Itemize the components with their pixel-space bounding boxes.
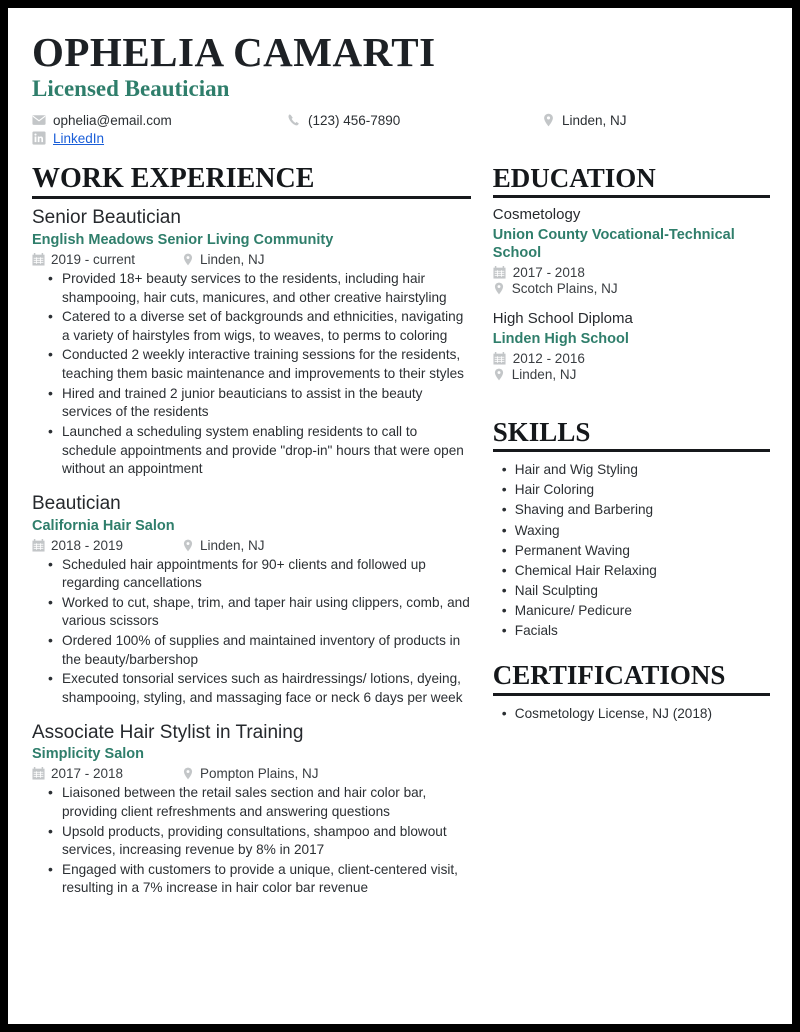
list-item: • Chemical Hair Relaxing (515, 561, 770, 581)
map-pin-icon (182, 539, 194, 552)
job-bullet: • Hired and trained 2 junior beauticians to assist in the beauty services of the residents (62, 385, 471, 422)
section-divider (493, 693, 770, 696)
skills-list (493, 460, 770, 641)
section-title-skills: SKILLS (492, 416, 591, 447)
section-divider (32, 196, 471, 199)
right-column (493, 164, 770, 899)
education-school: Union County Vocational-Technical School (492, 226, 735, 261)
job-organization: California Hair Salon (32, 517, 175, 534)
job-meta-row (32, 252, 471, 267)
section-education (493, 164, 770, 382)
job-bullet-list (32, 556, 471, 708)
contact-location (542, 113, 762, 128)
left-column (32, 164, 493, 899)
list-item: • Hair Coloring (515, 480, 770, 500)
education-entry (493, 310, 770, 382)
list-item: • Cosmetology License, NJ (2018) (515, 704, 770, 724)
job-dates-text: 2018 - 2019 (51, 537, 124, 553)
job-dates-text: 2019 - current (51, 252, 136, 268)
list-item: • Nail Sculpting (515, 581, 770, 601)
job-position: Associate Hair Stylist in Training (32, 721, 304, 743)
professional-subtitle: Licensed Beautician (32, 76, 230, 102)
job-dates (32, 766, 182, 781)
education-school: Linden High School (492, 330, 629, 347)
section-title-work-experience: WORK EXPERIENCE (32, 162, 315, 194)
job-dates (32, 538, 182, 553)
job-position: Senior Beautician (32, 207, 181, 229)
contact-row-primary (32, 113, 770, 128)
contact-linkedin-text[interactable]: LinkedIn (53, 130, 105, 146)
job-location (182, 538, 265, 553)
job-bullet: • Provided 18+ beauty services to the residents, including hair shampooing, hair cuts, manicures, and other creative hairstyling (62, 270, 471, 307)
job-bullet: • Engaged with customers to provide a unique, client-centered visit, resulting in a 7% increase in hair color bar revenue (62, 861, 471, 898)
job-bullet: • Executed tonsorial services such as hairdressings/ lotions, dyeing, shampooing, styling, and massaging face or neck 6 days per week (62, 670, 471, 707)
section-divider (493, 195, 770, 198)
section-title-education: EDUCATION (492, 162, 656, 193)
map-pin-icon (182, 767, 194, 780)
job-location (182, 252, 265, 267)
resume-page (8, 8, 792, 1024)
spacer (493, 641, 770, 661)
page-title: OPHELIA CAMARTI (32, 29, 436, 75)
job-location-text: Linden, NJ (200, 537, 265, 553)
phone-icon (287, 113, 301, 127)
resume-header (32, 30, 770, 146)
education-dates (493, 351, 770, 366)
contact-phone[interactable] (287, 113, 542, 128)
list-item: • Manicure/ Pedicure (515, 601, 770, 621)
job-bullet: • Worked to cut, shape, trim, and taper hair using clippers, comb, and various scissors (62, 594, 471, 631)
contact-location-text: Linden, NJ (562, 112, 627, 128)
calendar-icon (32, 253, 45, 266)
education-location-text: Linden, NJ (511, 366, 577, 382)
contact-linkedin[interactable] (32, 131, 287, 146)
job-meta-row (32, 766, 471, 781)
job-bullet: • Conducted 2 weekly interactive training sessions for the residents, teaching them basic maintenance and improvements to their styles (62, 346, 471, 383)
map-pin-icon (182, 253, 194, 266)
section-skills (493, 418, 770, 641)
job-bullet: • Launched a scheduling system enabling residents to call to schedule appointments and provide "drop-in" hours that were open without an appointment (62, 423, 471, 479)
job-entry (32, 207, 471, 479)
education-degree: High School Diploma (492, 310, 633, 328)
map-pin-icon (493, 368, 505, 381)
job-dates-text: 2017 - 2018 (51, 766, 124, 782)
job-bullet: • Catered to a diverse set of backgrounds and ethnicities, navigating a variety of hairstyles from wigs, to weaves, to perms to coloring (62, 308, 471, 345)
job-position: Beautician (32, 492, 121, 514)
job-location (182, 766, 319, 781)
list-item: • Permanent Waving (515, 541, 770, 561)
envelope-icon (32, 113, 46, 127)
linkedin-icon (32, 131, 46, 145)
education-dates-text: 2012 - 2016 (512, 350, 585, 366)
education-location (493, 281, 770, 296)
contact-phone-text: (123) 456-7890 (308, 112, 401, 128)
calendar-icon (493, 266, 506, 279)
list-item: • Shaving and Barbering (515, 500, 770, 520)
calendar-icon (32, 539, 45, 552)
education-dates (493, 265, 770, 280)
job-bullet-list (32, 270, 471, 479)
job-location-text: Linden, NJ (200, 252, 265, 268)
contact-email-text: ophelia@email.com (53, 112, 172, 128)
job-bullet: • Upsold products, providing consultations, shampoo and blowout services, increasing revenue by 8% in 2017 (62, 823, 471, 860)
job-organization: English Meadows Senior Living Community (32, 231, 334, 248)
job-meta-row (32, 538, 471, 553)
contact-email[interactable] (32, 113, 287, 128)
map-pin-icon (493, 282, 505, 295)
job-organization: Simplicity Salon (32, 746, 144, 763)
education-location (493, 367, 770, 382)
spacer (493, 396, 770, 418)
section-title-certifications: CERTIFICATIONS (492, 660, 726, 691)
section-work-experience (32, 164, 471, 898)
list-item: • Waxing (515, 521, 770, 541)
list-item: • Hair and Wig Styling (515, 460, 770, 480)
job-location-text: Pompton Plains, NJ (200, 766, 319, 782)
education-location-text: Scotch Plains, NJ (511, 281, 618, 297)
calendar-icon (32, 767, 45, 780)
job-bullet: • Scheduled hair appointments for 90+ clients and followed up regarding cancellations (62, 556, 471, 593)
section-certifications (493, 661, 770, 723)
job-bullet: • Liaisoned between the retail sales section and hair color bar, providing client refreshments and answering questions (62, 784, 471, 821)
section-divider (493, 449, 770, 452)
job-dates (32, 252, 182, 267)
job-entry (32, 493, 471, 708)
certifications-list (493, 704, 770, 724)
education-dates-text: 2017 - 2018 (512, 265, 585, 281)
list-item: • Facials (515, 621, 770, 641)
calendar-icon (493, 352, 506, 365)
map-pin-icon (542, 113, 555, 127)
job-bullet-list (32, 784, 471, 898)
contact-row-secondary (32, 131, 770, 146)
job-entry (32, 722, 471, 899)
job-bullet: • Ordered 100% of supplies and maintained inventory of products in the beauty/barbershop (62, 632, 471, 669)
education-degree: Cosmetology (492, 206, 581, 224)
education-entry (493, 206, 770, 296)
